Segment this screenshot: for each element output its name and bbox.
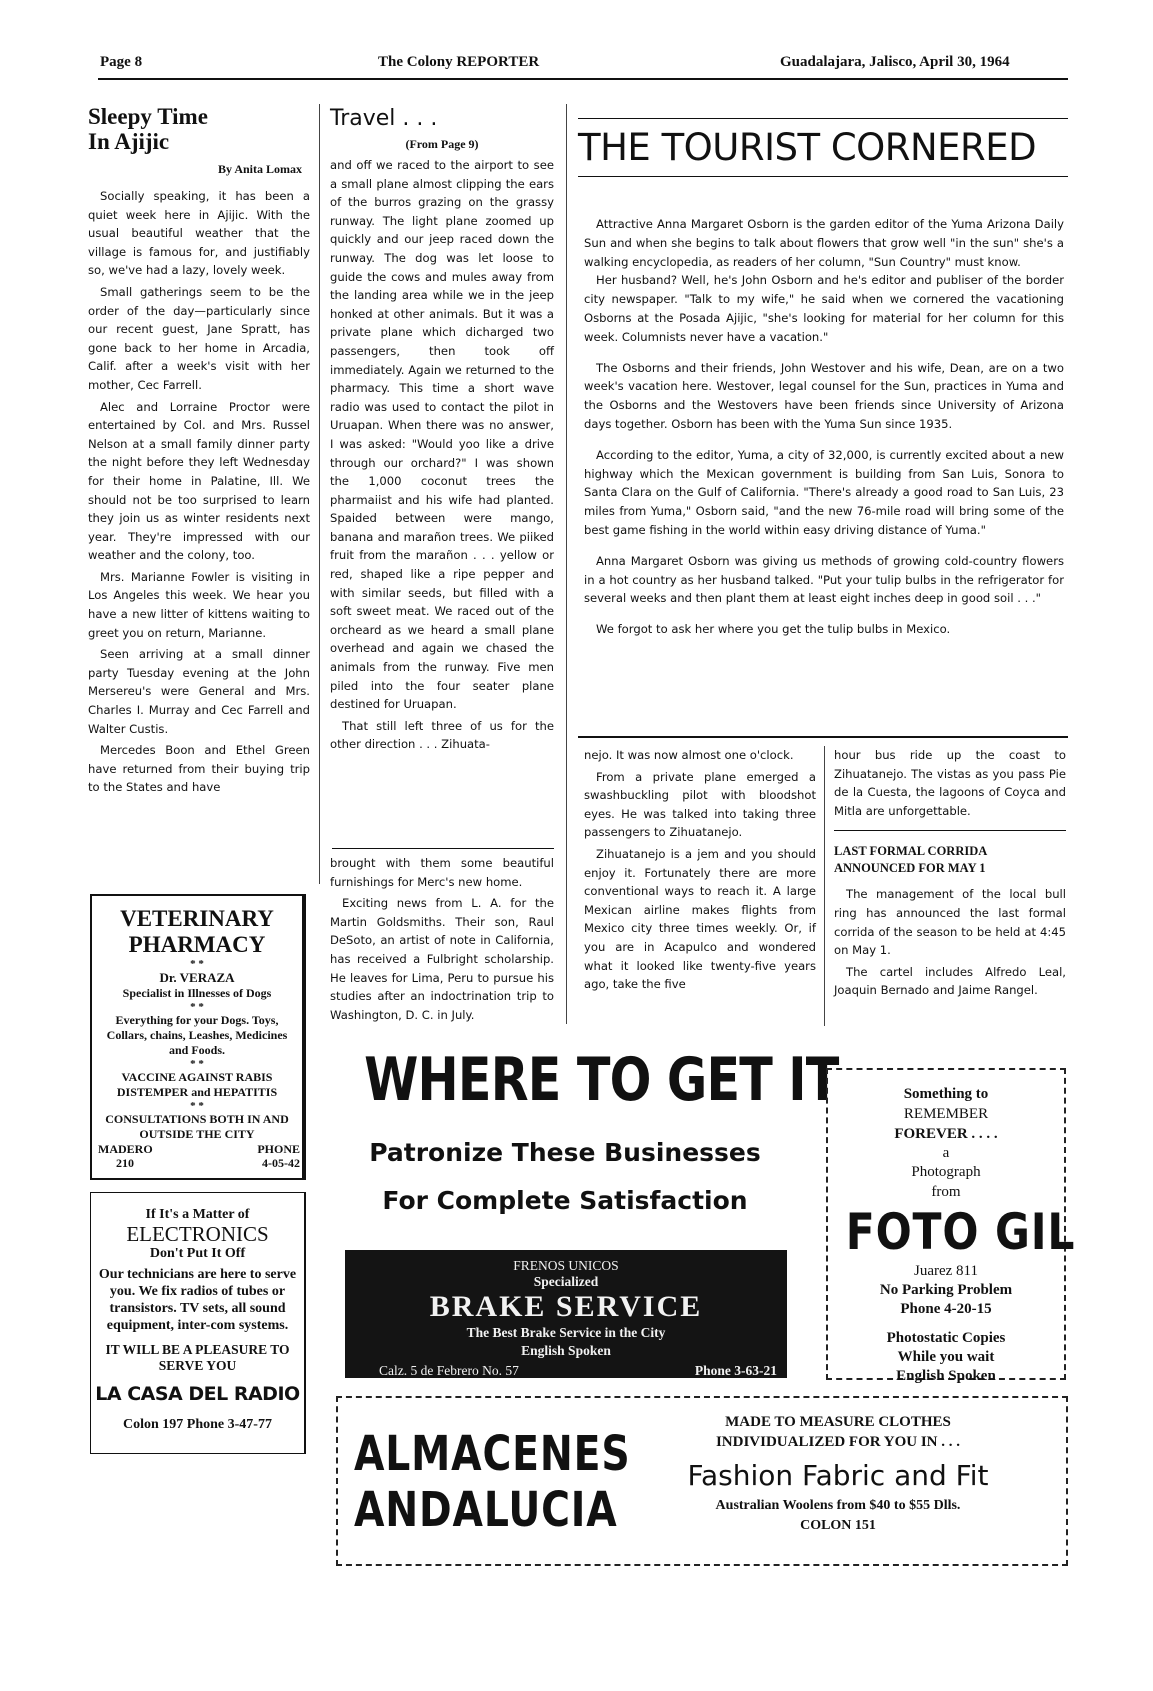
article-rule bbox=[834, 830, 1066, 831]
almacenes-andalucia-ad bbox=[336, 1396, 1068, 1566]
vet-phone bbox=[257, 1142, 300, 1170]
brake-service-ad bbox=[345, 1250, 787, 1378]
sleepy-title bbox=[88, 104, 310, 154]
almacenes-title-line2: ANDALUCIA bbox=[354, 1482, 618, 1538]
paragraph: Anna Margaret Osborn was giving us methods of growing cold-country flowers in a hot country as her husband talked. "Put your tulip bulbs in the refrigerator for several weeks and then plant them at least eight inches deep in good soil . . ." bbox=[584, 553, 1064, 606]
vet-street: MADERO bbox=[98, 1142, 153, 1156]
vet-phone-number: 4-05-42 bbox=[262, 1156, 300, 1170]
travel-article bbox=[330, 106, 554, 757]
foto-line: FOREVER . . . . bbox=[894, 1126, 998, 1142]
vet-title-line1: VETERINARY bbox=[120, 906, 274, 931]
column-divider bbox=[824, 746, 825, 1026]
tourist-title-rule bbox=[578, 176, 1068, 177]
travel-title: Travel . . . bbox=[330, 106, 438, 131]
vet-specialist: Specialist in Illnesses of Dogs bbox=[122, 986, 272, 1000]
column-divider bbox=[566, 104, 567, 1024]
paragraph: Exciting news from L. A. for the Martin Goldsmiths. Their son, Raul DeSoto, an artist of note in California, has received a Fulbright scholarship. He leaves for Lima, Peru to pursue his studies after an indoctrination trip to Washington, D. C. in July. bbox=[330, 896, 554, 1022]
foto-line: Something to bbox=[903, 1086, 989, 1102]
foto-line: Photograph bbox=[911, 1164, 981, 1180]
header-rule bbox=[98, 78, 1068, 80]
brake-line2: Specialized bbox=[533, 1274, 599, 1289]
vet-doctor: Dr. VERAZA bbox=[159, 970, 235, 985]
brake-phone: Phone 3-63-21 bbox=[694, 1363, 777, 1378]
foto-line: from bbox=[931, 1184, 961, 1200]
corrida-body bbox=[834, 885, 1066, 1000]
almacenes-line: Australian Woolens from $40 to $55 Dlls. bbox=[715, 1498, 961, 1513]
vet-stars: * * bbox=[190, 1100, 204, 1112]
foto-line: While you wait bbox=[897, 1349, 995, 1365]
vet-products: Everything for your Dogs. Toys, Collars, chains, Leashes, Medicines and Foods. bbox=[106, 1013, 288, 1057]
electronics-line2: Don't Put It Off bbox=[149, 1246, 246, 1261]
vet-stars: * * bbox=[190, 1001, 204, 1013]
foto-line: English Spoken bbox=[896, 1368, 996, 1384]
brake-address: Calz. 5 de Febrero No. 57 bbox=[379, 1363, 519, 1378]
electronics-ad bbox=[90, 1192, 306, 1454]
paragraph: nejo. It was now almost one o'clock. bbox=[584, 748, 794, 762]
where-subtitle-1: Patronize These Businesses bbox=[369, 1138, 761, 1167]
foto-line: Juarez 811 bbox=[914, 1263, 978, 1279]
sleepy-title-line2: In Ajijic bbox=[88, 129, 170, 154]
article-rule bbox=[332, 848, 554, 849]
paragraph: Mercedes Boon and Ethel Green have returned from their buying trip to the States and have bbox=[88, 743, 310, 795]
travel-continuation bbox=[584, 746, 816, 997]
continued-from: (From Page 9) bbox=[405, 137, 479, 151]
paragraph: hour bus ride up the coast to Zihuatanejo. The vistas as you pass Pie de la Cuesta, the lagoons of Coyca and Mitla are unforgettable. bbox=[834, 748, 1066, 818]
paragraph: Seen arriving at a small dinner party Tuesday evening at the John Mersereu's were General and Mrs. Charles I. Murray and Cec Farrell and Walter Custis. bbox=[88, 647, 310, 736]
electronics-line1: If It's a Matter of bbox=[145, 1207, 250, 1222]
foto-gil-ad bbox=[826, 1068, 1076, 1384]
almacenes-line: COLON 151 bbox=[800, 1518, 876, 1533]
brake-line3: The Best Brake Service in the City bbox=[466, 1325, 666, 1340]
paragraph: According to the editor, Yuma, a city of 32,000, is currently excited about a new highway which the Mexican government is building from San Luis, Sonora to Santa Clara on the Gulf of California. "There's already a good road to San Luis, 23 miles from Yuma," Osborn said, "and the new 76-mile road will bring some of the best game fishing in the world within easy driving distance of Yuma." bbox=[584, 447, 1064, 537]
tourist-top-rule bbox=[578, 118, 1068, 119]
electronics-shop-name: LA CASA DEL RADIO bbox=[95, 1383, 300, 1405]
tourist-bottom-rule bbox=[578, 736, 1068, 738]
electronics-address: Colon 197 Phone 3-47-77 bbox=[123, 1417, 272, 1432]
dateline: Guadalajara, Jalisco, April 30, 1964 bbox=[780, 54, 1010, 70]
vet-contact-row bbox=[92, 1142, 302, 1170]
paragraph: and off we raced to the airport to see a small plane almost clipping the ears of the burros grazing on the grassy runway. The light plane zoomed up quickly and our jeep raced down the runway. The dog was let loose to guide the cows and mules away from the landing area while we in the jeep honked at other animals. But it was a private plane which dicharged two passengers, then took off immediately. Again we returned to the pharmacy. This time a short wave radio was used to contact the pilot in Uruapan. When there was no answer, I was asked: "Would yoo like a drive through our orchard?" I was shown the 1,000 coconut trees the pharmaiist and his wife had planted. Spaided between were mango, banana and marañon trees. We piiked fruit from the marañon . . . yellow or red, shaped like a ripe pepper and with similar seeds, but filled with a soft sweet meat. We raced out of the orcheard as we heard a small plane overhead and again we chased the animals from the runway. Five men piled into the four seater plane destined for Uruapan. bbox=[330, 158, 554, 712]
paragraph: Mrs. Marianne Fowler is visiting in Los Angeles this week. We hear you have a new litter of kittens waiting to greet you on return, Marianne. bbox=[88, 569, 310, 640]
vet-stars: * * bbox=[190, 958, 204, 970]
vet-stars: * * bbox=[190, 1058, 204, 1070]
travel-body bbox=[330, 156, 554, 754]
paragraph: Attractive Anna Margaret Osborn is the garden editor of the Yuma Arizona Daily Sun and when she begins to talk about flowers that grow well "in the sun" she's a walking encyclopedia, as readers of her column, "Sun Country" must know. bbox=[584, 217, 1064, 269]
paragraph: We forgot to ask her where you get the tulip bulbs in Mexico. bbox=[596, 622, 951, 637]
column-divider bbox=[319, 104, 320, 884]
foto-line: Photostatic Copies bbox=[886, 1330, 1006, 1346]
corrida-headline: LAST FORMAL CORRIDA ANNOUNCED FOR MAY 1 bbox=[834, 844, 987, 876]
newspaper-name: The Colony REPORTER bbox=[378, 54, 540, 70]
where-subtitle-2: For Complete Satisfaction bbox=[382, 1186, 748, 1215]
vet-title-line2: PHARMACY bbox=[128, 932, 266, 957]
almacenes-details bbox=[628, 1412, 1048, 1536]
bus-and-corrida bbox=[834, 746, 1066, 1003]
almacenes-title bbox=[354, 1426, 631, 1538]
paragraph: Her husband? Well, he's John Osborn and he's editor and publiser of the border city newspaper. "Talk to my wife," he said when we cornered the vacationing Osborns at the Posada Ajijic, "she's looking for material for her column for this week. Columnists never have a vacation." bbox=[584, 273, 1064, 344]
brake-title: BRAKE SERVICE bbox=[429, 1290, 703, 1323]
electronics-title: ELECTRONICS bbox=[126, 1222, 269, 1246]
electronics-pleasure: IT WILL BE A PLEASURE TO SERVE YOU bbox=[105, 1342, 290, 1373]
vet-address bbox=[98, 1142, 153, 1170]
sleepy-time-article bbox=[88, 104, 310, 800]
foto-line: a bbox=[942, 1145, 950, 1161]
byline: By Anita Lomax bbox=[217, 162, 302, 176]
foto-line: REMEMBER bbox=[903, 1106, 989, 1122]
page-number: Page 8 bbox=[100, 54, 143, 70]
vet-street-number: 210 bbox=[116, 1156, 134, 1170]
vet-phone-label: PHONE bbox=[257, 1142, 300, 1156]
electronics-body: Our technicians are here to serve you. We fix radios of tubes or transistors. TV sets, all sound equipment, inter-com systems. bbox=[98, 1267, 297, 1333]
paragraph: Socially speaking, it has been a quiet week here in Ajijic. With the usual beautiful weather that the village is famous for, and justifiably so, we've had a lazy, lovely week. bbox=[88, 189, 310, 278]
merc-continuation bbox=[330, 854, 554, 1027]
almacenes-line: MADE TO MEASURE CLOTHES bbox=[725, 1414, 951, 1430]
almacenes-title-line1: ALMACENES bbox=[354, 1426, 631, 1482]
paragraph: Zihuatanejo is a jem and you should enjoy it. Fortunately there are more conventional ways to reach it. A large Mexican airline makes flights from Mexico city three times weekly. Or, if you are in Acapulco and wondered what it looked like twenty-five years ago, take the five bbox=[584, 846, 816, 992]
paragraph: The management of the local bull ring has announced the last formal corrida of the season to be held at 4:45 on May 1. bbox=[834, 887, 1066, 958]
tourist-body bbox=[584, 215, 1064, 642]
sleepy-body bbox=[88, 187, 310, 797]
foto-line: No Parking Problem bbox=[879, 1282, 1013, 1298]
vet-vaccine: VACCINE AGAINST RABIS DISTEMPER and HEPATITIS bbox=[116, 1070, 278, 1099]
foto-line: Phone 4-20-15 bbox=[900, 1301, 992, 1317]
almacenes-slogan: Fashion Fabric and Fit bbox=[687, 1459, 989, 1492]
where-title: WHERE TO GET IT bbox=[364, 1045, 839, 1115]
paragraph: From a private plane emerged a swashbuckling pilot with bloodshot eyes. He was talked into taking three passengers to Zihuatanejo. bbox=[584, 769, 816, 840]
almacenes-line: INDIVIDUALIZED FOR YOU IN . . . bbox=[715, 1434, 961, 1450]
paragraph: Small gatherings seem to be the order of the day—particularly since our recent guest, Jane Spratt, has gone back to her home in Arcadia, Calif. after a week's visit with her mother, Cec Farrell. bbox=[88, 284, 310, 392]
where-to-get-it-banner bbox=[320, 1045, 839, 1216]
paragraph: That still left three of us for the other direction . . . Zihuata- bbox=[330, 718, 554, 752]
brake-line4: English Spoken bbox=[521, 1343, 611, 1358]
veterinary-pharmacy-ad bbox=[90, 894, 306, 1180]
paragraph: The cartel includes Alfredo Leal, Joaquin Bernado and Jaime Rangel. bbox=[834, 964, 1066, 998]
vet-consultations: CONSULTATIONS BOTH IN AND OUTSIDE THE CITY bbox=[105, 1112, 289, 1141]
brake-line1: FRENOS UNICOS bbox=[513, 1258, 619, 1273]
paragraph: The Osborns and their friends, John Westover and his wife, Dean, are on a two week's vacation here. Westover, legal counsel for the Sun, practices in Yuma and the Osborns and the Westovers have been friends since University of Arizona days together. Osborn has been with the Yuma Sun since 1935. bbox=[584, 360, 1064, 431]
tourist-title: THE TOURIST CORNERED bbox=[578, 126, 1037, 169]
paragraph: brought with them some beautiful furnishings for Merc's new home. bbox=[330, 856, 554, 889]
sleepy-title-line1: Sleepy Time bbox=[88, 104, 208, 129]
paragraph: Alec and Lorraine Proctor were entertained by Col. and Mrs. Russel Nelson at a small family dinner party the night before they left Wednesday for their home in Palatine, Ill. We should not be too surprised to learn they join us as winter residents next year. They're impressed with our weather and the colony, too. bbox=[88, 399, 310, 563]
bus-body bbox=[834, 746, 1066, 820]
brake-contact-row bbox=[345, 1360, 787, 1380]
foto-gil-title: FOTO GIL bbox=[845, 1203, 1076, 1261]
